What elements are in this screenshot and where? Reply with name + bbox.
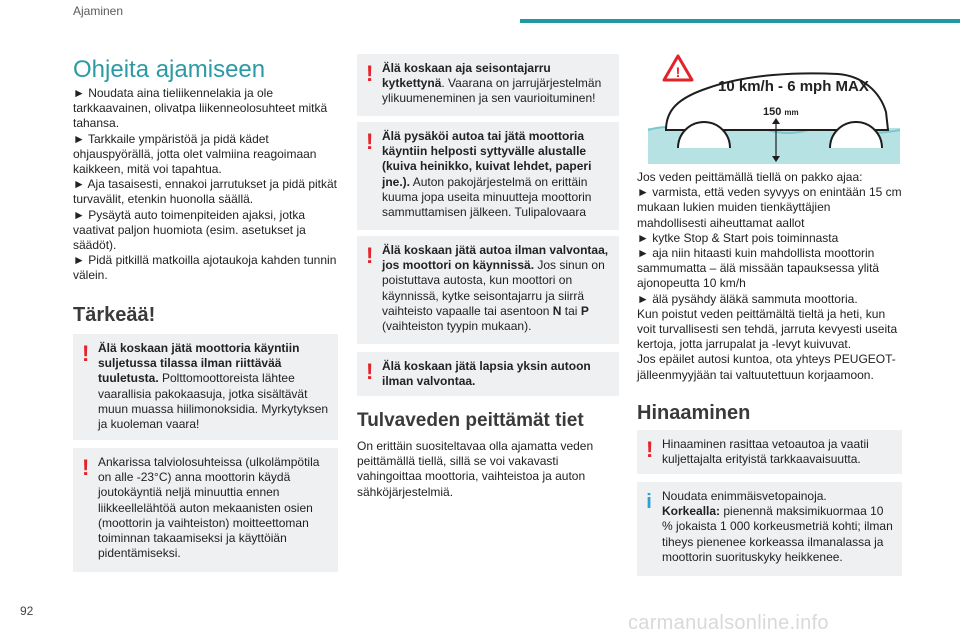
depth-value: 150 (763, 106, 782, 118)
page-title: Ohjeita ajamiseen (73, 56, 266, 83)
flood-step-2: ► kytke Stop & Start pois toiminnasta (637, 230, 839, 245)
warning-bold-text: Älä koskaan jätä autoa ilman valvontaa, jos moottori on käynnissä. (382, 243, 609, 273)
info-bold-text: Korkealla: (662, 504, 721, 519)
warning-icon: ! (646, 437, 654, 462)
tip-5: ► Pidä pitkillä matkoilla ajotaukoja kahden tunnin välein. (73, 253, 337, 283)
watermark: carmanualsonline.info (628, 612, 829, 634)
towing-info-box (637, 482, 902, 576)
warning-bold-text: Älä koskaan jätä moottoria käyntiin suljetussa tilassa ilman riittävää tuuletusta. (98, 341, 300, 386)
flood-heading: Tulvaveden peittämät tiet (357, 410, 584, 431)
depth-unit: mm (784, 108, 799, 117)
driving-tips (73, 86, 338, 284)
gear-p: P (580, 303, 589, 318)
header-accent-bar (520, 19, 960, 23)
info-text: Noudata enimmäisvetopainoja. (662, 489, 827, 503)
warning-box-ventilation (73, 334, 338, 440)
warning-text: Jos sinun on poistuttava autosta, kun moottori on käynnissä, kytke seisontajarru ja siirrä vaihteisto vapaalle tai asentoon (382, 258, 605, 318)
page-number: 92 (20, 604, 34, 618)
gear-n: N (552, 303, 562, 318)
warning-text-end: (vaihteiston tyypin mukaan). (382, 319, 532, 334)
flood-paragraph: On erittäin suositeltavaa olla ajamatta veden peittämällä tiellä, sillä se voi vakavasti vahingoittaa moottoria, vaihteistoa ja auton sähköjärjestelmiä. (357, 439, 594, 499)
tip-4: ► Pysäytä auto toimenpiteiden ajaksi, jotka vaativat paljon huomiota (esim. asetukset ja säädöt). (73, 207, 306, 253)
warning-text: . Vaarana on jarrujärjestelmän ylikuumeneminen ja sen vaurioituminen! (382, 76, 602, 106)
flood-after-dealer: Jos epäilet autosi kuntoa, ota yhteys PEUGEOT-jälleenmyyjään tai valtuutettuun korjaamoon. (637, 352, 896, 382)
flood-step-1: ► varmista, että veden syvyys on enintään 15 cm mukaan lukien muiden tienkäyttäjien mahdollisesti aiheuttamat aallot (637, 185, 902, 230)
warning-icon: ! (366, 359, 374, 384)
towing-heading: Hinaaminen (637, 402, 751, 424)
warning-text: Polttomoottoreista lähtee vaarallisia pakokaasuja, jotka sisältävät muun muassa hiilimonoksidia. Myrkytyksen ja kuoleman vaara! (98, 371, 329, 432)
section-label: Ajaminen (73, 4, 124, 18)
warning-text: Ankarissa talviolosuhteissa (ulkolämpötila on alle -23°C) anna moottorin käydä joutokäyntiä neljä minuuttia ennen liikkeellelähtöä auton mekaanisten osien (moottorin ja vaihteiston) moitteettoman toiminnan takaamiseksi ja käyttöiän pidentämiseksi. (98, 455, 320, 561)
depth-label (763, 106, 799, 118)
info-icon: i (646, 491, 652, 513)
warning-icon: ! (82, 455, 90, 480)
warning-bold-text: Älä pysäköi autoa tai jätä moottoria käyntiin helposti syttyvälle alustalle (kuiva heinikko, kuivat lehdet, paperi jne.). (382, 129, 592, 189)
warning-text: Auton pakojärjestelmä on erittäin kuuma jopa useita minuutteja moottorin sammuttamisen jälkeen. Tulipalovaara (382, 174, 592, 220)
warning-box-children (357, 352, 619, 396)
warning-bold-text: Älä koskaan aja seisontajarru kytkettynä (382, 61, 551, 91)
flood-step-3: ► aja niin hitaasti kuin mahdollista moottorin sammumatta – älä missään tapauksessa ylitä ajonopeutta 10 km/h (637, 246, 880, 291)
flood-intro: Jos veden peittämällä tiellä on pakko ajaa: (637, 170, 863, 184)
warning-bold-text: Älä koskaan jätä lapsia yksin autoon ilman valvontaa. (382, 359, 591, 389)
warning-box-winter (73, 448, 338, 572)
warning-box-flammable (357, 122, 619, 230)
warning-box-unattended (357, 236, 619, 344)
flood-step-4: ► älä pysähdy äläkä sammuta moottoria. (637, 291, 858, 306)
tip-3: ► Aja tasaisesti, ennakoi jarrutukset ja pidä pitkät turvavälit, etenkin huonolla säällä. (73, 177, 338, 207)
important-heading: Tärkeää! (73, 304, 156, 326)
tip-1: ► Noudata aina tieliikennelakia ja ole tarkkaavainen, olivatpa liikenneolosuhteet mitkä tahansa. (73, 86, 328, 131)
warning-icon: ! (366, 61, 374, 86)
warning-icon: ! (82, 341, 90, 366)
warning-text-connector: tai (561, 303, 581, 318)
towing-warning-box (637, 430, 902, 474)
warning-icon: ! (366, 243, 374, 268)
flood-instructions (637, 170, 902, 383)
info-text-rest: pienennä maksimikuormaa 10 % jokaista 1 000 korkeusmetriä kohti; ilman tiheys pienenee korkeassa ilmanalassa ja moottorin suorituskyky heikkenee. (662, 504, 893, 564)
svg-text:!: ! (675, 64, 681, 80)
warning-icon: ! (366, 129, 374, 154)
warning-text: Hinaaminen rasittaa vetoautoa ja vaatii kuljettajalta erityistä tarkkaavaisuutta. (662, 437, 869, 467)
warning-box-parking-brake (357, 54, 619, 116)
flood-after: Kun poistut veden peittämältä tieltä ja heti, kun voit turvallisesti sen tehdä, jarruta kevyesti useita kertoja, jotta jarrupalat ja -levyt kuivuvat. (637, 306, 898, 352)
tip-2: ► Tarkkaile ympäristöä ja pidä kädet ohjauspyörällä, jotta olet valmiina reagoimaan kaikkeen, mitä voi tapahtua. (73, 131, 317, 177)
speed-label: 10 km/h - 6 mph MAX (718, 78, 869, 95)
